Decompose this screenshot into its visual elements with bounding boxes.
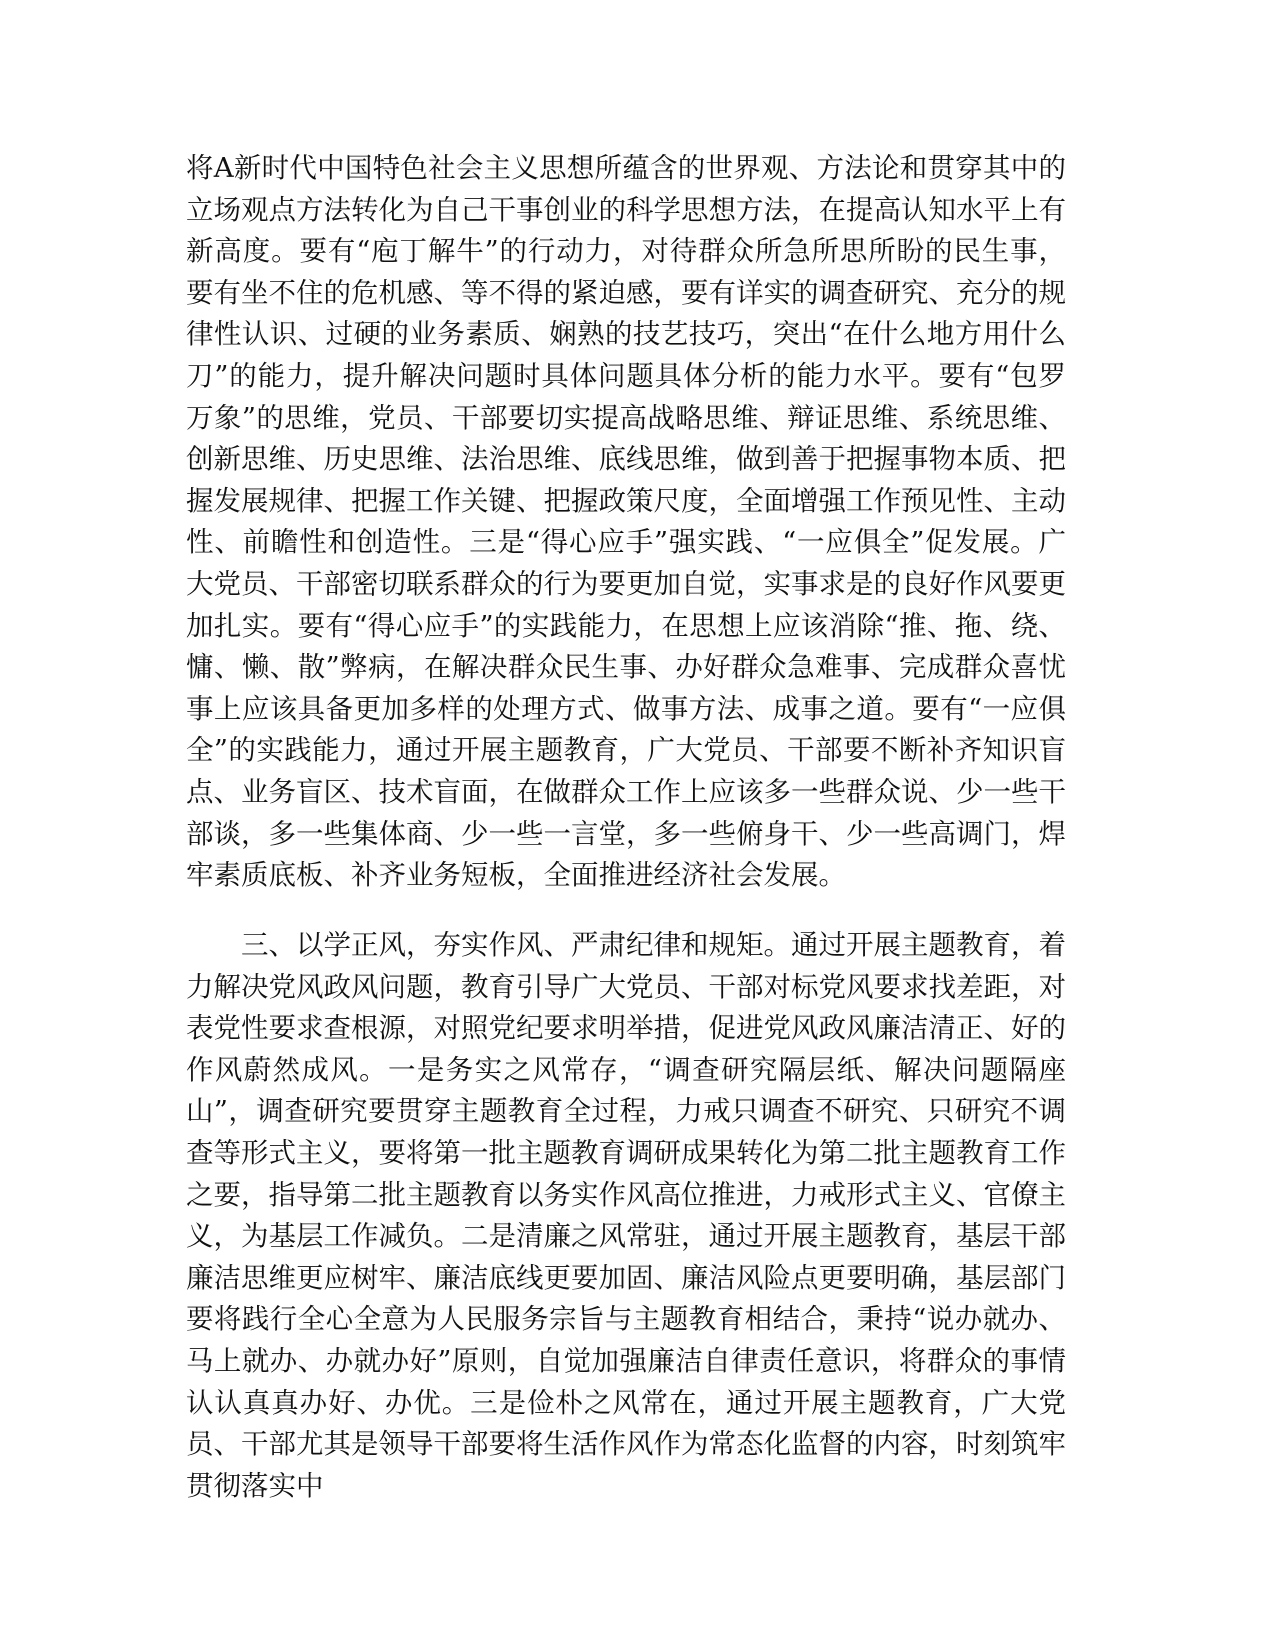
paragraph-text: 三、以学正风，夯实作风、严肃纪律和规矩。通过开展主题教育，着力解决党风政风问题，教育引导广大党员、干部对标党风要求找差距，对表党性要求查根源，对照党纪要求明举措，促进党风政风廉洁清正、好的作风蔚然成风。一是务实之风常存，“调查研究隔层纸、解决问题隔座山”，调查研究要贯穿主题教育全过程，力戒只调查不研究、只研究不调查等形式主义，要将第一批主题教育调研成果转化为第二批主题教育工作之要，指导第二批主题教育以务实作风高位推进，力戒形式主义、官僚主义，为基层工作减负。二是清廉之风常驻，通过开展主题教育，基层干部廉洁思维更应树牢、廉洁底线更要加固、廉洁风险点更要明确，基层部门要将践行全心全意为人民服务宗旨与主题教育相结合，秉持“说办就办、马上就办、办就办好”原则，自觉加强廉洁自律责任意识，将群众的事情认认真真办好、办优。三是俭朴之风常在，通过开展主题教育，广大党员、干部尤其是领导干部要将生活作风作为常态化监督的内容，时刻筑牢贯彻落实中: [186, 929, 1066, 1502]
paragraph-text: 将A新时代中国特色社会主义思想所蕴含的世界观、方法论和贯穿其中的立场观点方法转化为自己干事创业的科学思想方法，在提高认知水平上有新高度。要有“庖丁解牛”的行动力，对待群众所急所思所盼的民生事，要有坐不住的危机感、等不得的紧迫感，要有详实的调查研究、充分的规律性认识、过硬的业务素质、娴熟的技艺技巧，突出“在什么地方用什么刀”的能力，提升解决问题时具体问题具体分析的能力水平。要有“包罗万象”的思维，党员、干部要切实提高战略思维、辩证思维、系统思维、创新思维、历史思维、法治思维、底线思维，做到善于把握事物本质、把握发展规律、把握工作关键、把握政策尺度，全面增强工作预见性、主动性、前瞻性和创造性。三是“得心应手”强实践、“一应俱全”促发展。广大党员、干部密切联系群众的行为要更加自觉，实事求是的良好作风要更加扎实。要有“得心应手”的实践能力，在思想上应该消除“推、拖、绕、慵、懒、散”弊病，在解决群众民生事、办好群众急难事、完成群众喜忧事上应该具备更加多样的处理方式、做事方法、成事之道。要有“一应俱全”的实践能力，通过开展主题教育，广大党员、干部要不断补齐知识盲点、业务盲区、技术盲面，在做群众工作上应该多一些群众说、少一些干部谈，多一些集体商、少一些一言堂，多一些俯身干、少一些高调门，焊牢素质底板、补齐业务短板，全面推进经济社会发展。: [186, 152, 1066, 892]
body-paragraph-1: [186, 148, 1066, 897]
body-paragraph-2: [186, 925, 1066, 1507]
